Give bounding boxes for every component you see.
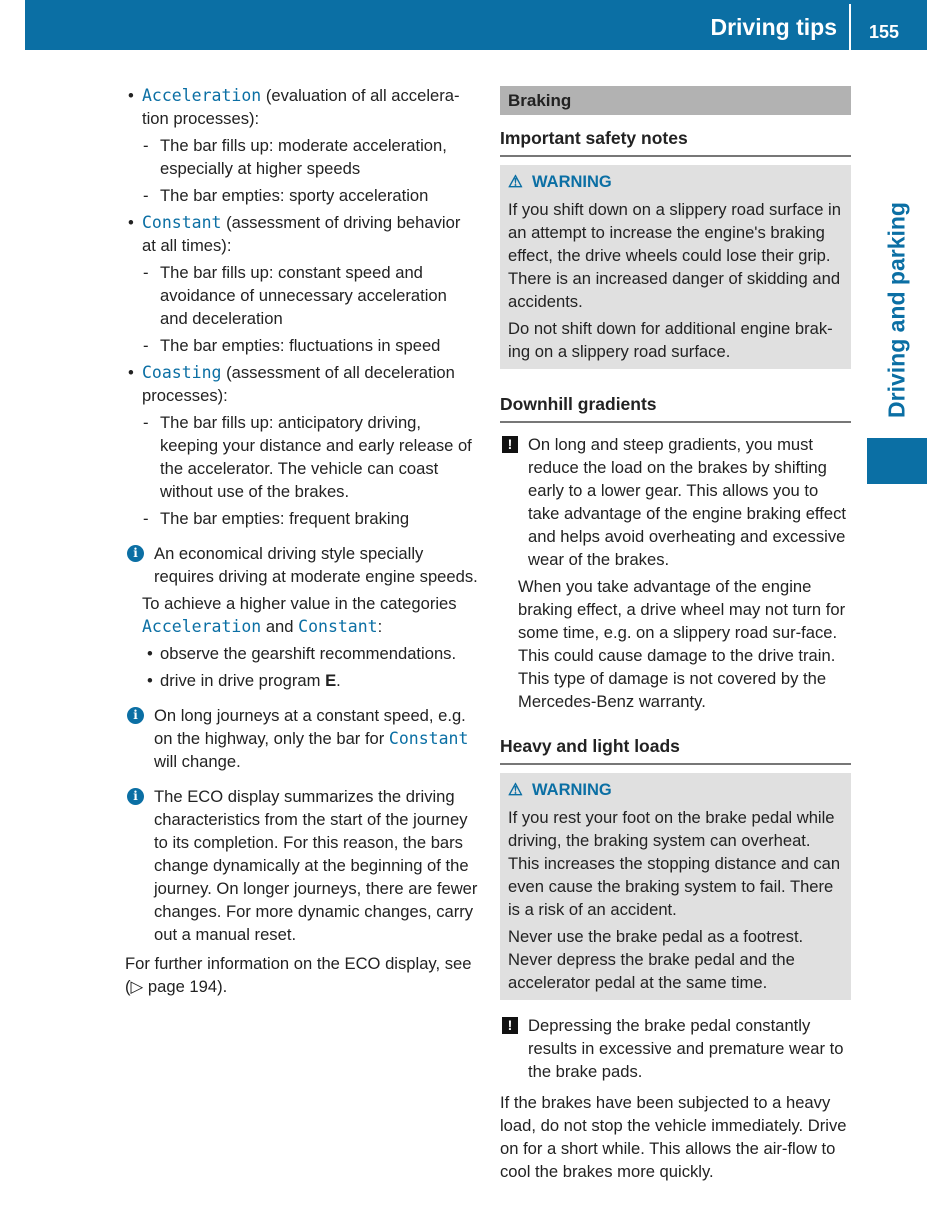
warning-triangle-icon: ⚠ <box>508 173 523 191</box>
sub-bullet: • observe the gearshift recommendations. <box>142 642 478 665</box>
section-heading-braking: Braking <box>500 86 851 115</box>
info-text <box>142 592 478 638</box>
drive-program-letter: E <box>325 671 337 690</box>
left-column <box>125 84 478 998</box>
caution-text: When you take advantage of the engine braking effect, a drive wheel may not turn for some time, e.g. on a slippery road sur-face. This could cause damage to the drive train. This type of damage is not covered by the Mercedes-Benz warranty. <box>518 577 846 711</box>
info-icon: i <box>127 545 144 562</box>
info-text: The ECO display summarizes the driving characteristics from the start of the journey to its completion. For this reason, the bars change dynamically at the beginning of the journey. On longer journeys, there are fewer changes. For more dynamic changes, carry out a manual reset. <box>154 787 478 944</box>
further-info-text: For further information on the ECO display, see (▷ page 194). <box>125 954 472 996</box>
info-note <box>125 542 478 692</box>
text-run: : <box>377 617 383 636</box>
bullet-coasting <box>125 361 478 407</box>
warning-title: WARNING <box>532 781 612 799</box>
caution-text: Depressing the brake pedal constantly results in excessive and premature wear to the brake pads. <box>528 1016 844 1081</box>
text-run: . <box>336 671 341 690</box>
text-run: will change. <box>154 752 241 771</box>
warning-title: WARNING <box>532 173 612 191</box>
dash-item: - The bar fills up: constant speed and avoidance of unnecessary acceleration and deceleration <box>125 261 478 330</box>
warning-box <box>500 165 851 369</box>
dash-item: - The bar empties: sporty acceleration <box>125 184 478 207</box>
bullet-text: (assessment of driving behavior at all times): <box>142 213 461 255</box>
section-title: Driving tips <box>710 14 837 40</box>
term-constant: Constant <box>388 729 469 748</box>
warning-header <box>508 779 843 802</box>
exclamation-icon: ! <box>502 1017 518 1034</box>
info-note <box>125 704 478 773</box>
warning-text: Do not shift down for additional engine brak-ing on a slippery road surface. <box>508 319 833 361</box>
header-divider <box>849 4 851 50</box>
bullet-acceleration <box>125 84 478 130</box>
info-text: An economical driving style specially requires driving at moderate engine speeds. <box>154 544 478 586</box>
info-note <box>125 785 478 946</box>
bullet-text: (assessment of all deceleration processes): <box>142 363 455 405</box>
caution-note <box>500 1014 851 1083</box>
text-run: and <box>261 617 299 636</box>
info-icon: i <box>127 707 144 724</box>
page-number: 155 <box>868 22 899 42</box>
bullet-constant <box>125 211 478 257</box>
heading-heavy-light-loads: Heavy and light loads <box>500 735 851 765</box>
sub-bullet <box>142 669 478 692</box>
heading-downhill-gradients: Downhill gradients <box>500 393 851 423</box>
caution-note <box>500 433 851 713</box>
dash-item: - The bar empties: fluctuations in speed <box>125 334 478 357</box>
caution-text: On long and steep gradients, you must reduce the load on the brakes by shifting early to a lower gear. This allows you to take advantage of the engine braking effect and helps avoid overheating and excessive wear of the brakes. <box>528 435 846 569</box>
text-run: drive in drive program <box>160 671 326 690</box>
text-run: On long journeys at a constant speed, e.g. on the highway, only the bar for <box>154 706 466 748</box>
page-header <box>25 0 927 50</box>
warning-text: Never use the brake pedal as a footrest. Never depress the brake pedal and the accelerator pedal at the same time. <box>508 927 804 992</box>
dash-item: - The bar fills up: moderate acceleration, especially at higher speeds <box>125 134 478 180</box>
term-coasting: Coasting <box>142 363 222 382</box>
heading-safety-notes: Important safety notes <box>500 127 851 157</box>
chapter-tab-marker <box>867 438 927 484</box>
info-icon: i <box>127 788 144 805</box>
dash-item: - The bar fills up: anticipatory driving, keeping your distance and early release of the accelerator. The vehicle can coast without use of the brakes. <box>125 411 478 503</box>
chapter-side-label: Driving and parking <box>883 202 910 418</box>
text-run: To achieve a higher value in the categories <box>142 594 457 613</box>
warning-text: If you shift down on a slippery road surface in an attempt to increase the engine's braking effect, the drive wheels could lose their grip. There is an increased danger of skidding and accidents. <box>508 200 841 311</box>
closing-text: If the brakes have been subjected to a heavy load, do not stop the vehicle immediately. Drive on for a short while. This allows the air-flow to cool the brakes more quickly. <box>500 1093 847 1181</box>
warning-box <box>500 773 851 1000</box>
info-text <box>154 704 478 773</box>
exclamation-icon: ! <box>502 436 518 453</box>
term-acceleration: Acceleration <box>142 617 262 636</box>
term-constant: Constant <box>298 617 378 636</box>
warning-text: If you rest your foot on the brake pedal while driving, the braking system can overheat. This increases the stopping distance and can even cause the braking system to fail. There is a risk of an accident. <box>508 808 841 919</box>
term-constant: Constant <box>142 213 222 232</box>
warning-header <box>508 171 843 194</box>
bullet-text: (evaluation of all accelera-tion processes): <box>142 86 460 128</box>
right-column <box>500 84 851 1183</box>
dash-item: - The bar empties: frequent braking <box>125 507 478 530</box>
term-acceleration: Acceleration <box>142 86 262 105</box>
warning-triangle-icon: ⚠ <box>508 781 523 799</box>
